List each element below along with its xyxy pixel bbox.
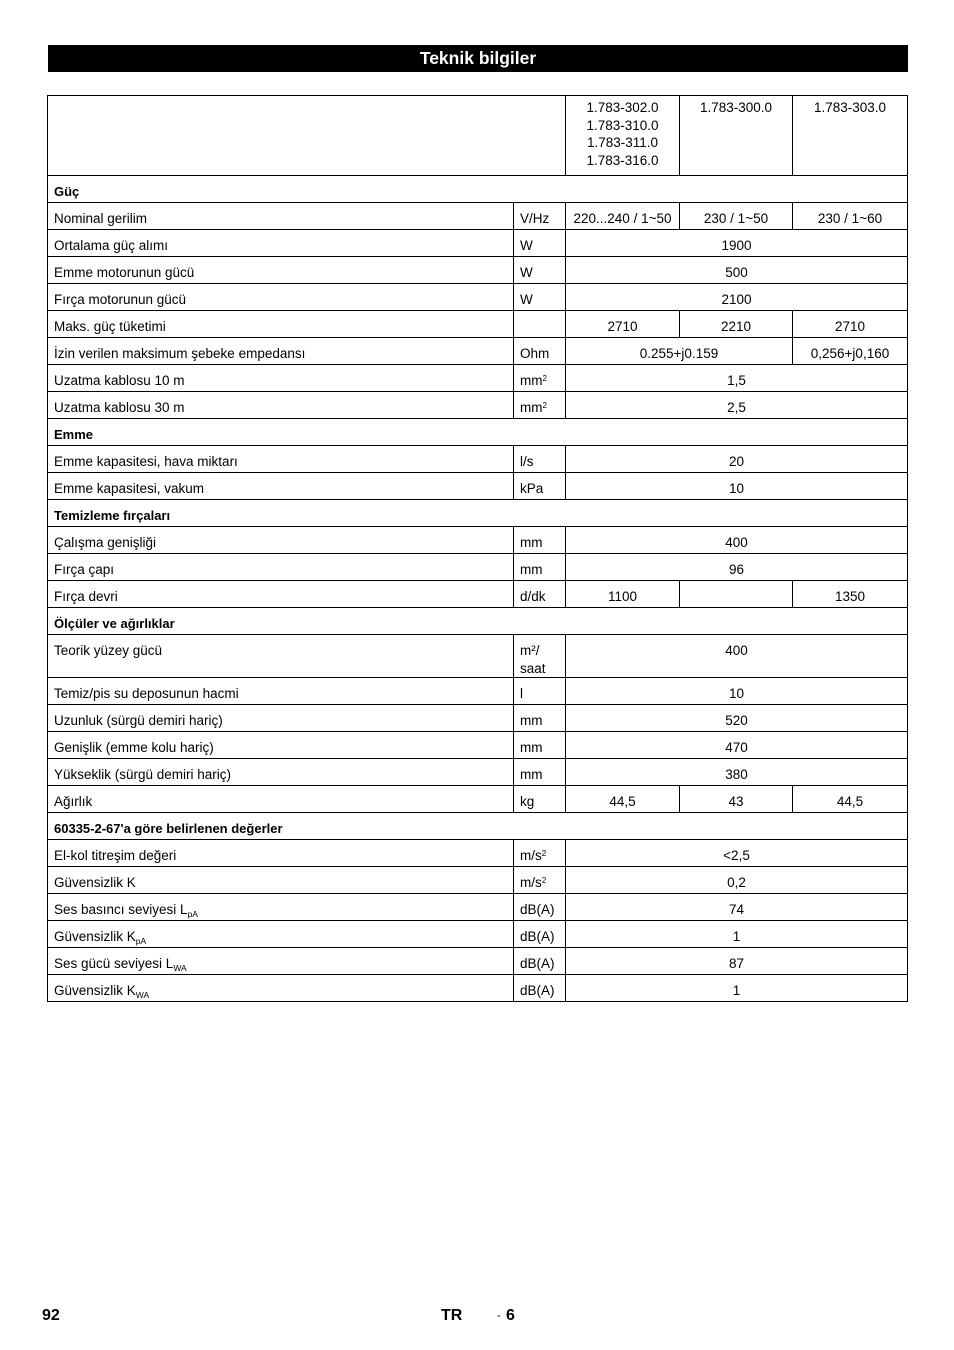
unit-cell: [514, 446, 566, 473]
unit-label: mm: [520, 713, 543, 728]
table-row: [48, 284, 908, 311]
unit-label: m/s: [520, 875, 542, 890]
parameter-cell: [48, 392, 514, 419]
parameter-cell: [48, 759, 514, 786]
header-blank-cell: [48, 96, 566, 176]
model-header-cell: [566, 96, 680, 176]
unit-cell: [514, 554, 566, 581]
value-cell: [566, 840, 908, 867]
parameter-label: El-kol titreşim değeri: [54, 848, 177, 863]
unit-label: W: [520, 238, 533, 253]
unit-cell: [514, 678, 566, 705]
value-cell: [566, 678, 908, 705]
table-row: [48, 257, 908, 284]
section-heading: [48, 608, 908, 635]
table-row: [48, 948, 908, 975]
table-row: [48, 894, 908, 921]
parameter-label: Fırça motorunun gücü: [54, 292, 187, 307]
value-text: 44,5: [836, 794, 864, 809]
table-row: [48, 446, 908, 473]
parameter-cell: [48, 840, 514, 867]
parameter-subscript: WA: [135, 990, 150, 1000]
value-cell: [793, 581, 908, 608]
unit-label: kPa: [520, 481, 544, 496]
parameter-cell: [48, 635, 514, 678]
table-row: [48, 338, 908, 365]
section-row: [48, 419, 908, 446]
value-cell: [566, 257, 908, 284]
value-text: 2210: [720, 319, 752, 334]
section-heading: [48, 813, 908, 840]
section-label: Ölçüler ve ağırlıklar: [54, 616, 175, 631]
value-text: 400: [725, 535, 748, 550]
value-text: 230 / 1~50: [703, 211, 769, 226]
value-text: 44,5: [609, 794, 636, 809]
value-cell: [566, 527, 908, 554]
unit-cell: [514, 284, 566, 311]
table-row: [48, 921, 908, 948]
value-text: <2,5: [723, 848, 750, 863]
value-cell: [566, 311, 680, 338]
value-cell: [680, 786, 793, 813]
table-row: [48, 732, 908, 759]
value-text: 220...240 / 1~50: [573, 211, 672, 226]
value-cell: [566, 921, 908, 948]
unit-label: dB(A): [520, 902, 555, 917]
value-cell: [566, 338, 793, 365]
unit-superscript: 2: [542, 401, 547, 410]
unit-cell: [514, 867, 566, 894]
unit-label: V/Hz: [520, 211, 550, 226]
unit-superscript: 2: [542, 374, 547, 383]
section-heading: [48, 500, 908, 527]
parameter-label: İzin verilen maksimum şebeke empedansı: [54, 346, 306, 361]
value-text: 2,5: [727, 400, 746, 415]
value-cell: [566, 705, 908, 732]
parameter-label: Ağırlık: [54, 794, 93, 809]
table-row: [48, 867, 908, 894]
value-text: 0,256+j0,160: [810, 346, 890, 361]
unit-cell: [514, 365, 566, 392]
parameter-cell: [48, 311, 514, 338]
model-number: 1.783-300.0: [699, 100, 773, 115]
value-cell: [566, 759, 908, 786]
value-text: 2710: [834, 319, 866, 334]
value-text: 1,5: [727, 373, 746, 388]
parameter-cell: [48, 203, 514, 230]
parameter-label: Güvensizlik K: [54, 983, 136, 998]
parameter-label: Ortalama güç alımı: [54, 238, 169, 253]
unit-superscript: 2: [541, 876, 547, 885]
page-number: 92: [42, 1307, 60, 1324]
value-text: 520: [725, 713, 748, 728]
parameter-cell: [48, 338, 514, 365]
unit-label: Ohm: [520, 346, 550, 361]
model-header-cell: [680, 96, 793, 176]
unit-cell: [514, 894, 566, 921]
value-text: 20: [728, 454, 745, 469]
unit-cell: [514, 840, 566, 867]
model-header-row: [48, 96, 908, 176]
value-text: 500: [725, 265, 748, 280]
parameter-cell: [48, 921, 514, 948]
parameter-label: Emme motorunun gücü: [54, 265, 195, 280]
model-number: 1.783-302.0 1.783-310.0 1.783-311.0 1.783-316.0: [586, 100, 659, 168]
value-text: 1: [732, 929, 741, 944]
section-label: Güç: [54, 184, 80, 199]
section-page-number: 6: [506, 1307, 515, 1324]
parameter-cell: [48, 284, 514, 311]
unit-label: mm: [520, 400, 543, 415]
value-cell: [566, 975, 908, 1002]
value-cell: [566, 446, 908, 473]
section-row: [48, 608, 908, 635]
parameter-label: Ses basıncı seviyesi L: [54, 902, 188, 917]
table-row: [48, 581, 908, 608]
parameter-label: Teorik yüzey gücü: [54, 643, 163, 658]
unit-label: l: [520, 686, 523, 701]
parameter-cell: [48, 732, 514, 759]
model-header-cell: [793, 96, 908, 176]
section-row: [48, 813, 908, 840]
value-cell: [680, 581, 793, 608]
unit-label: mm: [520, 535, 543, 550]
parameter-cell: [48, 230, 514, 257]
section-row: [48, 176, 908, 203]
table-row: [48, 840, 908, 867]
value-cell: [566, 867, 908, 894]
value-cell: [566, 203, 680, 230]
section-heading: [48, 419, 908, 446]
parameter-label: Emme kapasitesi, vakum: [54, 481, 205, 496]
unit-label: l/s: [520, 454, 534, 469]
parameter-label: Maks. güç tüketimi: [54, 319, 166, 334]
unit-label: dB(A): [520, 983, 555, 998]
value-cell: [793, 786, 908, 813]
unit-cell: [514, 705, 566, 732]
unit-label: W: [520, 265, 533, 280]
parameter-subscript: pA: [135, 936, 147, 946]
value-cell: [566, 392, 908, 419]
unit-cell: [514, 338, 566, 365]
value-text: 87: [728, 956, 745, 971]
unit-cell: [514, 527, 566, 554]
parameter-cell: [48, 554, 514, 581]
parameter-subscript: pA: [187, 909, 198, 919]
unit-label: dB(A): [520, 929, 555, 944]
parameter-cell: [48, 705, 514, 732]
parameter-label: Güvensizlik K: [54, 875, 136, 890]
unit-cell: [514, 948, 566, 975]
parameter-cell: [48, 257, 514, 284]
value-text: 400: [725, 643, 748, 658]
value-cell: [566, 732, 908, 759]
value-cell: [793, 203, 908, 230]
unit-cell: [514, 975, 566, 1002]
section-label: Emme: [54, 427, 94, 442]
table-row: [48, 975, 908, 1002]
value-text: 10: [728, 686, 745, 701]
value-cell: [680, 311, 793, 338]
unit-cell: [514, 759, 566, 786]
parameter-label: Uzatma kablosu 30 m: [54, 400, 185, 415]
table-row: [48, 203, 908, 230]
parameter-cell: [48, 581, 514, 608]
table-row: [48, 230, 908, 257]
unit-cell: [514, 921, 566, 948]
table-row: [48, 392, 908, 419]
value-text: 1: [732, 983, 741, 998]
value-text: 10: [728, 481, 745, 496]
value-text: 380: [725, 767, 748, 782]
unit-label: dB(A): [520, 956, 555, 971]
parameter-subscript: WA: [173, 963, 187, 973]
value-text: 96: [728, 562, 745, 577]
parameter-label: Çalışma genişliği: [54, 535, 157, 550]
table-row: [48, 365, 908, 392]
value-text: 0.255+j0.159: [639, 346, 719, 361]
unit-cell: [514, 581, 566, 608]
value-cell: [566, 230, 908, 257]
model-number: 1.783-303.0: [813, 100, 887, 115]
spec-table: [47, 95, 908, 1002]
parameter-label: Temiz/pis su deposunun hacmi: [54, 686, 239, 701]
parameter-cell: [48, 786, 514, 813]
value-text: 1900: [721, 238, 752, 253]
value-text: 1100: [607, 589, 638, 604]
footer-dash: -: [497, 1310, 501, 1322]
unit-label: mm: [520, 562, 543, 577]
table-row: [48, 527, 908, 554]
parameter-label: Güvensizlik K: [54, 929, 136, 944]
value-text: 0,2: [727, 875, 746, 890]
value-cell: [566, 894, 908, 921]
unit-label: m²/ saat: [520, 643, 546, 676]
value-cell: [566, 581, 680, 608]
unit-label: W: [520, 292, 533, 307]
unit-cell: [514, 473, 566, 500]
unit-cell: [514, 203, 566, 230]
parameter-label: Ses gücü seviyesi L: [54, 956, 174, 971]
language-code: TR: [441, 1307, 463, 1324]
section-row: [48, 500, 908, 527]
value-cell: [680, 203, 793, 230]
value-text: 230 / 1~60: [817, 211, 883, 226]
table-row: [48, 473, 908, 500]
unit-cell: [514, 786, 566, 813]
parameter-label: Fırça devri: [54, 589, 118, 604]
unit-cell: [514, 392, 566, 419]
parameter-cell: [48, 527, 514, 554]
table-row: [48, 635, 908, 678]
value-cell: [793, 338, 908, 365]
unit-label: mm: [520, 767, 543, 782]
value-text: 2100: [721, 292, 752, 307]
unit-label: d/dk: [520, 589, 546, 604]
value-cell: [566, 786, 680, 813]
table-row: [48, 554, 908, 581]
table-row: [48, 759, 908, 786]
parameter-cell: [48, 473, 514, 500]
value-cell: [793, 311, 908, 338]
parameter-cell: [48, 678, 514, 705]
table-row: [48, 311, 908, 338]
unit-cell: [514, 257, 566, 284]
section-label: 60335-2-67'a göre belirlenen değerler: [54, 821, 283, 836]
value-cell: [566, 284, 908, 311]
section-label: Temizleme fırçaları: [54, 508, 171, 523]
section-heading: [48, 176, 908, 203]
value-cell: [566, 365, 908, 392]
parameter-label: Emme kapasitesi, hava miktarı: [54, 454, 238, 469]
parameter-label: Genişlik (emme kolu hariç): [54, 740, 214, 755]
unit-label: mm: [520, 373, 543, 388]
value-text: 43: [728, 794, 744, 809]
parameter-cell: [48, 867, 514, 894]
parameter-cell: [48, 365, 514, 392]
parameter-cell: [48, 446, 514, 473]
parameter-label: Fırça çapı: [54, 562, 115, 577]
value-text: 74: [728, 902, 745, 917]
value-cell: [566, 554, 908, 581]
value-text: 1350: [834, 589, 866, 604]
parameter-cell: [48, 894, 514, 921]
value-text: 2710: [607, 319, 638, 334]
parameter-label: Nominal gerilim: [54, 211, 148, 226]
unit-label: kg: [520, 794, 535, 809]
unit-label: mm: [520, 740, 543, 755]
parameter-label: Uzunluk (sürgü demiri hariç): [54, 713, 223, 728]
value-text: 470: [725, 740, 748, 755]
unit-cell: [514, 230, 566, 257]
table-row: [48, 786, 908, 813]
unit-cell: [514, 635, 566, 678]
table-row: [48, 678, 908, 705]
unit-cell: [514, 311, 566, 338]
parameter-cell: [48, 948, 514, 975]
unit-superscript: 2: [541, 849, 547, 858]
page-title: Teknik bilgiler: [48, 45, 908, 72]
unit-label: m/s: [520, 848, 542, 863]
parameter-label: Yükseklik (sürgü demiri hariç): [54, 767, 232, 782]
value-cell: [566, 635, 908, 678]
value-cell: [566, 473, 908, 500]
parameter-cell: [48, 975, 514, 1002]
value-cell: [566, 948, 908, 975]
unit-cell: [514, 732, 566, 759]
parameter-label: Uzatma kablosu 10 m: [54, 373, 185, 388]
table-row: [48, 705, 908, 732]
